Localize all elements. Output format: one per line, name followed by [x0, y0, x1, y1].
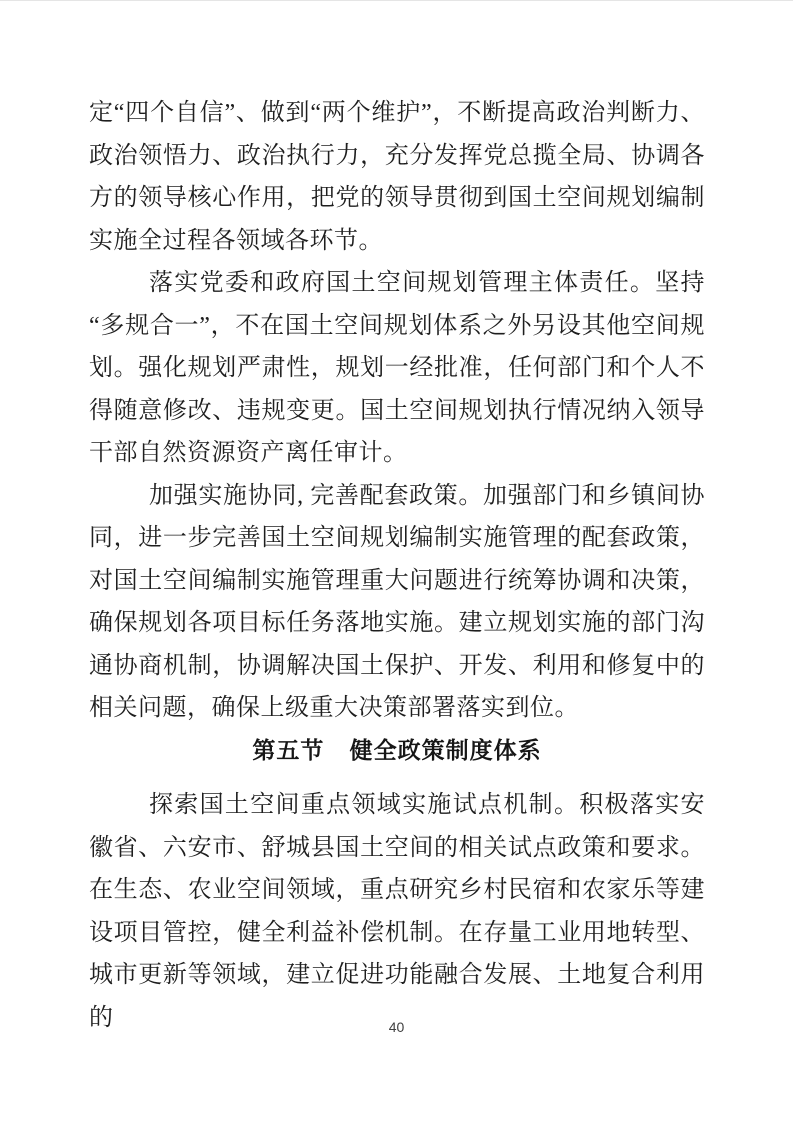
- text-block: [89, 92, 705, 1039]
- page-number: 40: [388, 1019, 405, 1035]
- paragraph: 落实党委和政府国土空间规划管理主体责任。坚持“多规合一”，不在国土空间规划体系之外另设其他空间规划。强化规划严肃性，规划一经批准，任何部门和个人不得随意修改、违规变更。国土空间规划执行情况纳入领导干部自然资源资产离任审计。: [89, 270, 705, 466]
- paragraph: 加强实施协同, 完善配套政策。加强部门和乡镇间协同，进一步完善国土空间规划编制实施管理的配套政策，对国土空间编制实施管理重大问题进行统筹协调和决策，确保规划各项目标任务落地实施。建立规划实施的部门沟通协商机制，协调解决国土保护、开发、利用和修复中的相关问题，确保上级重大决策部署落实到位。: [89, 482, 705, 721]
- section-heading-number: 第五节: [252, 737, 325, 763]
- section-heading-title: 健全政策制度体系: [349, 737, 542, 763]
- paragraph: 探索国土空间重点领域实施试点机制。积极落实安徽省、六安市、舒城县国土空间的相关试点政策和要求。在生态、农业空间领域，重点研究乡村民宿和农家乐等建设项目管控，健全利益补偿机制。在存量工业用地转型、城市更新等领域，建立促进功能融合发展、土地复合利用的: [89, 792, 705, 1031]
- section-heading: [89, 730, 705, 773]
- paragraph-continuation: 定“四个自信”、做到“两个维护”，不断提高政治判断力、政治领悟力、政治执行力，充分发挥党总揽全局、协调各方的领导核心作用，把党的领导贯彻到国土空间规划编制实施全过程各领域各环节。: [89, 100, 705, 254]
